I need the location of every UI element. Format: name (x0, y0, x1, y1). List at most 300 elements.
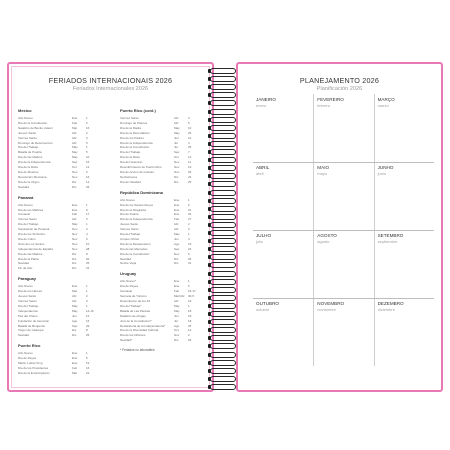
holiday-day: 19 (188, 299, 192, 303)
holiday-month: Nov (174, 160, 180, 165)
holiday-name: Año Nuevo (18, 351, 33, 356)
holiday-row (18, 185, 110, 190)
holiday-day: 3 (86, 227, 88, 232)
coil-ring (210, 157, 236, 163)
holiday-name: Día de Duarte (120, 212, 139, 217)
country-name: Paraguay (18, 276, 37, 282)
holiday-day: 19 (188, 165, 192, 170)
holiday-name: Año Nuevo (120, 197, 135, 202)
holiday-day: 5 (86, 236, 88, 241)
coil-ring (210, 319, 236, 325)
holiday-day: 31 (86, 266, 90, 271)
holiday-name: Día del Trabajo (18, 303, 39, 308)
holiday-month: Abr (72, 217, 77, 222)
coil-ring (210, 360, 236, 366)
holiday-day: 24 (188, 174, 192, 179)
month-name: DEZEMBRO (377, 301, 404, 306)
holiday-day: 12 (86, 165, 90, 170)
holiday-row (120, 180, 212, 185)
coil-ring (210, 149, 236, 155)
holiday-day: 25 (188, 145, 192, 150)
coil-ring (210, 165, 236, 171)
holiday-month: Ene (72, 116, 78, 120)
coil-ring (210, 68, 236, 74)
month-name: OUTUBRO (256, 301, 279, 306)
country-name: Uruguay (120, 271, 137, 277)
holiday-day: 31 (188, 261, 192, 266)
holiday-month: May (72, 145, 78, 150)
holiday-day: 25 (86, 261, 90, 266)
holiday-day: 24 (188, 246, 192, 251)
holiday-day: 14-15 (86, 308, 94, 313)
holiday-month: Dic (72, 333, 77, 338)
holiday-name: Batalla de Boquerón (18, 323, 46, 328)
holiday-name: Día de los Mártires (18, 207, 44, 212)
holiday-row (18, 333, 110, 338)
coil-ring (210, 109, 236, 115)
holiday-day: 9 (86, 207, 88, 212)
holiday-name: Noche Vieja (120, 261, 137, 266)
coil-ring (210, 368, 236, 374)
month-box (313, 230, 373, 298)
country-section (18, 343, 110, 376)
holiday-day: 10 (86, 241, 90, 246)
holiday-name: Domingo de Pascua (120, 120, 148, 125)
holiday-day: 26 (188, 169, 192, 174)
holiday-day: 30-5 (188, 294, 195, 299)
month-subtitle: diciembre (377, 307, 395, 312)
holiday-day: 12 (188, 328, 192, 333)
holiday-day: 26 (188, 212, 192, 217)
holiday-month: May (72, 308, 78, 313)
planning-header (238, 76, 441, 92)
month-subtitle: febrero (317, 103, 330, 108)
holiday-name: Día de la Constitución (120, 251, 150, 256)
holiday-day: 25 (188, 179, 192, 184)
holiday-name: Domingo de Resurrección (18, 140, 53, 145)
holiday-name: Día de la Emancipación (18, 370, 50, 375)
holiday-name: Día de los Difuntos (120, 333, 146, 338)
holiday-month: Abr (72, 140, 77, 145)
holiday-month: Abr (72, 135, 77, 140)
coil-ring (210, 206, 236, 212)
country-section (120, 108, 212, 185)
coil-ring (210, 384, 236, 390)
holiday-day: 6 (86, 356, 88, 361)
holiday-month: Jul (174, 318, 178, 323)
holiday-month: Jul (174, 140, 178, 145)
holiday-day: 25 (86, 333, 90, 338)
holiday-name: Batalla de Puebla (18, 150, 42, 155)
holiday-month: Ene (72, 207, 78, 212)
holidays-column-right (120, 108, 212, 352)
holiday-month: Dic (72, 184, 77, 189)
holiday-month: Nov (174, 169, 180, 174)
holiday-month: Feb (72, 365, 78, 370)
holiday-month: Nov (72, 174, 78, 179)
holiday-day: 1 (86, 116, 88, 120)
holiday-month: May (72, 303, 78, 308)
month-subtitle: octubre (256, 307, 270, 312)
holiday-month: Nov (72, 246, 78, 251)
holiday-row (18, 371, 110, 376)
coil-ring (210, 173, 236, 179)
holiday-name: Jueves Santo (18, 294, 37, 299)
month-subtitle: mayo (317, 171, 328, 176)
holiday-name: Día del Trabajo (18, 145, 39, 150)
holiday-name: Jueves Santo (120, 222, 139, 227)
holiday-day: 16 (86, 125, 90, 130)
holiday-name: Día de la Altagracia (120, 207, 147, 212)
holiday-day: 16 (86, 365, 90, 370)
holiday-name: Día de la Independencia (120, 140, 153, 145)
holiday-month: Abr (72, 299, 77, 303)
holiday-name: Revolución Mexicana (18, 174, 47, 179)
holiday-name: Día de los Héroes (18, 289, 43, 294)
holiday-month: Mar (72, 370, 78, 375)
month-box (374, 230, 434, 298)
holiday-day: 25 (188, 130, 192, 135)
holiday-day: 12 (86, 313, 90, 318)
holidays-title: FERIADOS INTERNACIONAIS 2026 (48, 76, 173, 85)
holiday-day: 18 (188, 318, 192, 323)
holiday-day: 16-17 (188, 289, 196, 294)
month-box (253, 94, 313, 162)
holiday-day: 6 (188, 251, 190, 256)
holiday-month: Dic (72, 266, 77, 271)
holiday-day: 4 (188, 236, 190, 241)
holiday-day: 1 (188, 279, 190, 284)
holiday-day: 1 (188, 232, 190, 237)
holiday-day: 3 (188, 227, 190, 232)
month-box (253, 298, 313, 366)
holiday-day: 3 (86, 135, 88, 140)
holiday-day: 12 (188, 155, 192, 160)
holiday-day: 19 (188, 313, 192, 318)
holiday-name: Grito de Los Santos (18, 241, 45, 246)
coil-ring (210, 287, 236, 293)
holiday-month: May (174, 308, 180, 313)
holiday-name: Día de los Santos Reyes (120, 202, 154, 207)
holiday-month: Ene (72, 356, 78, 361)
coil-ring (210, 141, 236, 147)
holiday-month: Jul (174, 145, 178, 150)
holidays-subtitle: Feriados Internacionales 2026 (72, 86, 149, 92)
holiday-name: Año Nuevo* (120, 279, 137, 284)
holiday-month: Abr (174, 227, 179, 232)
holiday-name: Navidad (18, 184, 30, 189)
month-box (313, 162, 373, 230)
month-subtitle: agosto (317, 239, 330, 244)
holiday-month: Nov (174, 251, 180, 256)
holiday-month: Dic (174, 256, 179, 261)
holiday-month: May (72, 150, 78, 155)
holiday-day: 6 (188, 284, 190, 289)
country-name: Puerto Rico (cont.) (120, 108, 156, 113)
coil-ring (210, 230, 236, 236)
coil-ring (210, 279, 236, 285)
holiday-month: Nov (72, 169, 78, 174)
holiday-day: 1 (86, 222, 88, 227)
holiday-day: 7 (188, 150, 190, 155)
holiday-name: Navidad (18, 261, 30, 266)
holiday-month: Dic (72, 261, 77, 266)
holiday-day: 12 (86, 179, 90, 184)
holiday-name: Natalicio de Artigas (120, 313, 146, 318)
holiday-day: 15 (86, 318, 90, 323)
month-subtitle: noviembre (317, 307, 336, 312)
holiday-month: Ago (174, 323, 180, 328)
holiday-month: Feb (174, 217, 180, 222)
holiday-name: Día de la Raza (120, 155, 140, 160)
holiday-month: Ago (174, 241, 180, 246)
holiday-name: Independencia de España (18, 246, 53, 251)
holiday-month: Dic (174, 338, 179, 343)
holiday-name: Día de las Mercedes (120, 246, 148, 251)
holiday-name: Día de la Constitución (120, 145, 150, 150)
holiday-name: Día de Navidad (120, 179, 141, 184)
holiday-name: Día de Muertos (18, 169, 39, 174)
holiday-month: Sep (72, 160, 78, 165)
holiday-name: Día de los Símbolos (18, 232, 45, 237)
holiday-month: Mar (72, 289, 78, 294)
holiday-month: Nov (72, 241, 78, 246)
month-box (253, 162, 313, 230)
holiday-name: Viernes Santo (18, 217, 37, 222)
holiday-month: Feb (72, 212, 78, 217)
holiday-name: Día del Trabajo (18, 222, 39, 227)
holiday-day: 1 (188, 197, 190, 202)
holiday-name: Viernes Santo (120, 116, 139, 120)
holiday-row (120, 338, 212, 343)
holiday-name: Batalla de Las Piedras (120, 308, 151, 313)
holiday-month: Nov (72, 236, 78, 241)
holiday-day: 2 (86, 130, 88, 135)
holidays-column-left (18, 108, 110, 381)
holiday-month: May (174, 125, 180, 130)
holiday-day: 5 (188, 120, 190, 125)
holiday-name: Día de Reyes (18, 356, 37, 361)
holiday-month: Dic (72, 179, 77, 184)
holiday-name: Día de la Independencia (120, 217, 153, 222)
holiday-day: 16 (188, 241, 192, 246)
coil-ring (210, 295, 236, 301)
holiday-month: Oct (174, 328, 179, 333)
holiday-name: Navidad (18, 333, 30, 338)
coil-ring (210, 311, 236, 317)
coil-ring (210, 271, 236, 277)
holiday-month: Ene (72, 284, 78, 289)
planning-page (236, 62, 443, 392)
holiday-month: Abr (174, 120, 179, 125)
holiday-month: Jun (174, 313, 179, 318)
month-name: FEVEREIRO (317, 97, 344, 102)
holiday-month: Nov (174, 165, 180, 170)
month-box (374, 94, 434, 162)
holiday-name: Día del Trabajo (120, 150, 141, 155)
holiday-month: Nov (174, 333, 180, 338)
holiday-day: 2 (86, 120, 88, 125)
holiday-day: 1 (86, 145, 88, 150)
holiday-footnote: * Feriados no laborables (120, 348, 155, 353)
holiday-day: 5 (86, 150, 88, 155)
holiday-name: Viernes Santo (18, 299, 37, 303)
month-box (313, 94, 373, 162)
holiday-row (18, 266, 110, 271)
holiday-name: Día del Trabajo* (120, 303, 142, 308)
holiday-month: Jun (174, 236, 179, 241)
month-name: NOVEMBRO (317, 301, 345, 306)
coil-ring (210, 92, 236, 98)
holiday-day: 28 (86, 246, 90, 251)
holiday-name: Día de Reyes (120, 284, 139, 289)
holiday-month: Ene (174, 279, 180, 284)
holiday-month: Dic (72, 256, 77, 261)
holiday-day: 10 (188, 125, 192, 130)
holiday-name: Natalicio de Benito Juárez (18, 125, 53, 130)
coil-ring (210, 125, 236, 131)
holiday-month: Sep (72, 323, 78, 328)
holiday-name: Navidad (120, 256, 132, 261)
holiday-name: Día de la Patria (18, 256, 39, 261)
holiday-name: Declaratoria de la Independencia* (120, 323, 166, 328)
holiday-name: Nochebuena (120, 174, 138, 179)
holiday-day: 1 (86, 351, 88, 356)
holiday-month: Abr (174, 299, 179, 303)
holiday-month: Ene (174, 284, 180, 289)
holiday-name: Jura de la Constitución* (120, 318, 152, 323)
country-name: República Dominicana (120, 189, 163, 195)
coil-ring (210, 100, 236, 106)
holiday-name: Viernes Santo (120, 227, 139, 232)
month-name: JULHO (256, 233, 272, 238)
coil-ring (210, 254, 236, 260)
holiday-day: 2 (188, 222, 190, 227)
coil-ring (210, 343, 236, 349)
holiday-day: 1 (188, 303, 190, 308)
holiday-month: Ene (174, 212, 180, 217)
month-subtitle: julio (256, 239, 264, 244)
holiday-day: 6 (188, 202, 190, 207)
coil-ring (210, 238, 236, 244)
holiday-day: 22 (86, 370, 90, 375)
holiday-name: Paz del Chaco (18, 313, 38, 318)
holiday-day: 3 (86, 299, 88, 303)
holiday-month: Nov (72, 227, 78, 232)
holiday-month: Dic (174, 261, 179, 266)
holiday-day: 3 (86, 217, 88, 222)
holiday-name: Día de Acción de Gracias (120, 169, 154, 174)
holiday-day: 25 (188, 338, 192, 343)
holiday-day: 1 (86, 303, 88, 308)
holiday-month: Jun (72, 313, 77, 318)
holiday-name: Fundación de Asunción (18, 318, 50, 323)
holiday-day: 8 (86, 251, 88, 256)
country-name: Puerto Rico (18, 343, 41, 349)
holidays-page (7, 62, 214, 392)
coil-ring (210, 117, 236, 123)
holiday-name: Virgen de Caacupé (18, 328, 44, 333)
coil-ring (210, 214, 236, 220)
holiday-name: Día de los Presidentes (18, 365, 49, 370)
country-name: Panamá (18, 194, 34, 200)
holiday-name: Día de la Recordación (120, 130, 150, 135)
country-section (18, 276, 110, 338)
holiday-name: Día de Colón (18, 236, 36, 241)
month-box (253, 230, 313, 298)
holiday-name: Día de las Madres (18, 251, 43, 256)
holiday-month: Abr (174, 116, 179, 120)
coil-ring (210, 352, 236, 358)
holiday-name: Día de la Madre (120, 125, 142, 130)
month-subtitle: junio (377, 171, 387, 176)
holiday-day: 2 (86, 169, 88, 174)
holiday-day: 20 (86, 256, 90, 261)
month-name: JANEIRO (256, 97, 276, 102)
holiday-day: 1 (86, 289, 88, 294)
holiday-name: Fin de Año (18, 266, 33, 271)
month-name: AGOSTO (317, 233, 337, 238)
month-subtitle: enero (256, 103, 267, 108)
holiday-day: 25 (188, 256, 192, 261)
month-name: SETEMBRO (377, 233, 404, 238)
holiday-day: 17 (86, 212, 90, 217)
month-subtitle: septiembre (377, 239, 398, 244)
holiday-day: 21 (188, 207, 192, 212)
month-subtitle: abril (256, 171, 264, 176)
holiday-month: Abr (174, 222, 179, 227)
holiday-name: Corpus Christi (120, 236, 140, 241)
month-name: ABRIL (256, 165, 270, 170)
country-section (18, 108, 110, 190)
holiday-name: Año Nuevo (18, 284, 33, 289)
country-name: Mexico (18, 108, 32, 113)
holiday-name: Año Nuevo (18, 202, 33, 207)
holiday-month: Nov (72, 232, 78, 237)
holiday-month: May (174, 232, 180, 237)
holiday-name: Semana de Turismo (120, 294, 147, 299)
coil-ring (210, 133, 236, 139)
holiday-name: Día de los Padres (120, 135, 144, 140)
holiday-day: 21 (188, 135, 192, 140)
holiday-month: Abr (72, 294, 77, 299)
grid-divider (253, 162, 434, 163)
holiday-day: 16 (86, 160, 90, 165)
holiday-day: 1 (86, 202, 88, 207)
month-box (374, 298, 434, 366)
coil-ring (210, 246, 236, 252)
holiday-name: Carnaval (120, 289, 133, 294)
month-name: JUNHO (377, 165, 394, 170)
holiday-month: May (174, 303, 180, 308)
holiday-month: Ene (72, 202, 78, 207)
coil-ring (210, 327, 236, 333)
holiday-day: 16 (86, 174, 90, 179)
holiday-name: Día de la Raza (18, 165, 38, 170)
holidays-header (9, 76, 212, 92)
coil-ring (210, 303, 236, 309)
holiday-day: 29 (86, 323, 90, 328)
holiday-day: 2 (188, 333, 190, 338)
holiday-month: Ene (72, 361, 78, 366)
month-name: MAIO (317, 165, 330, 170)
holiday-month: Dic (72, 251, 77, 256)
holiday-day: 1 (86, 284, 88, 289)
holiday-day: 25 (86, 184, 90, 189)
holiday-name: Navidad* (120, 338, 133, 343)
coil-ring (210, 262, 236, 268)
holiday-month: Ene (174, 202, 180, 207)
